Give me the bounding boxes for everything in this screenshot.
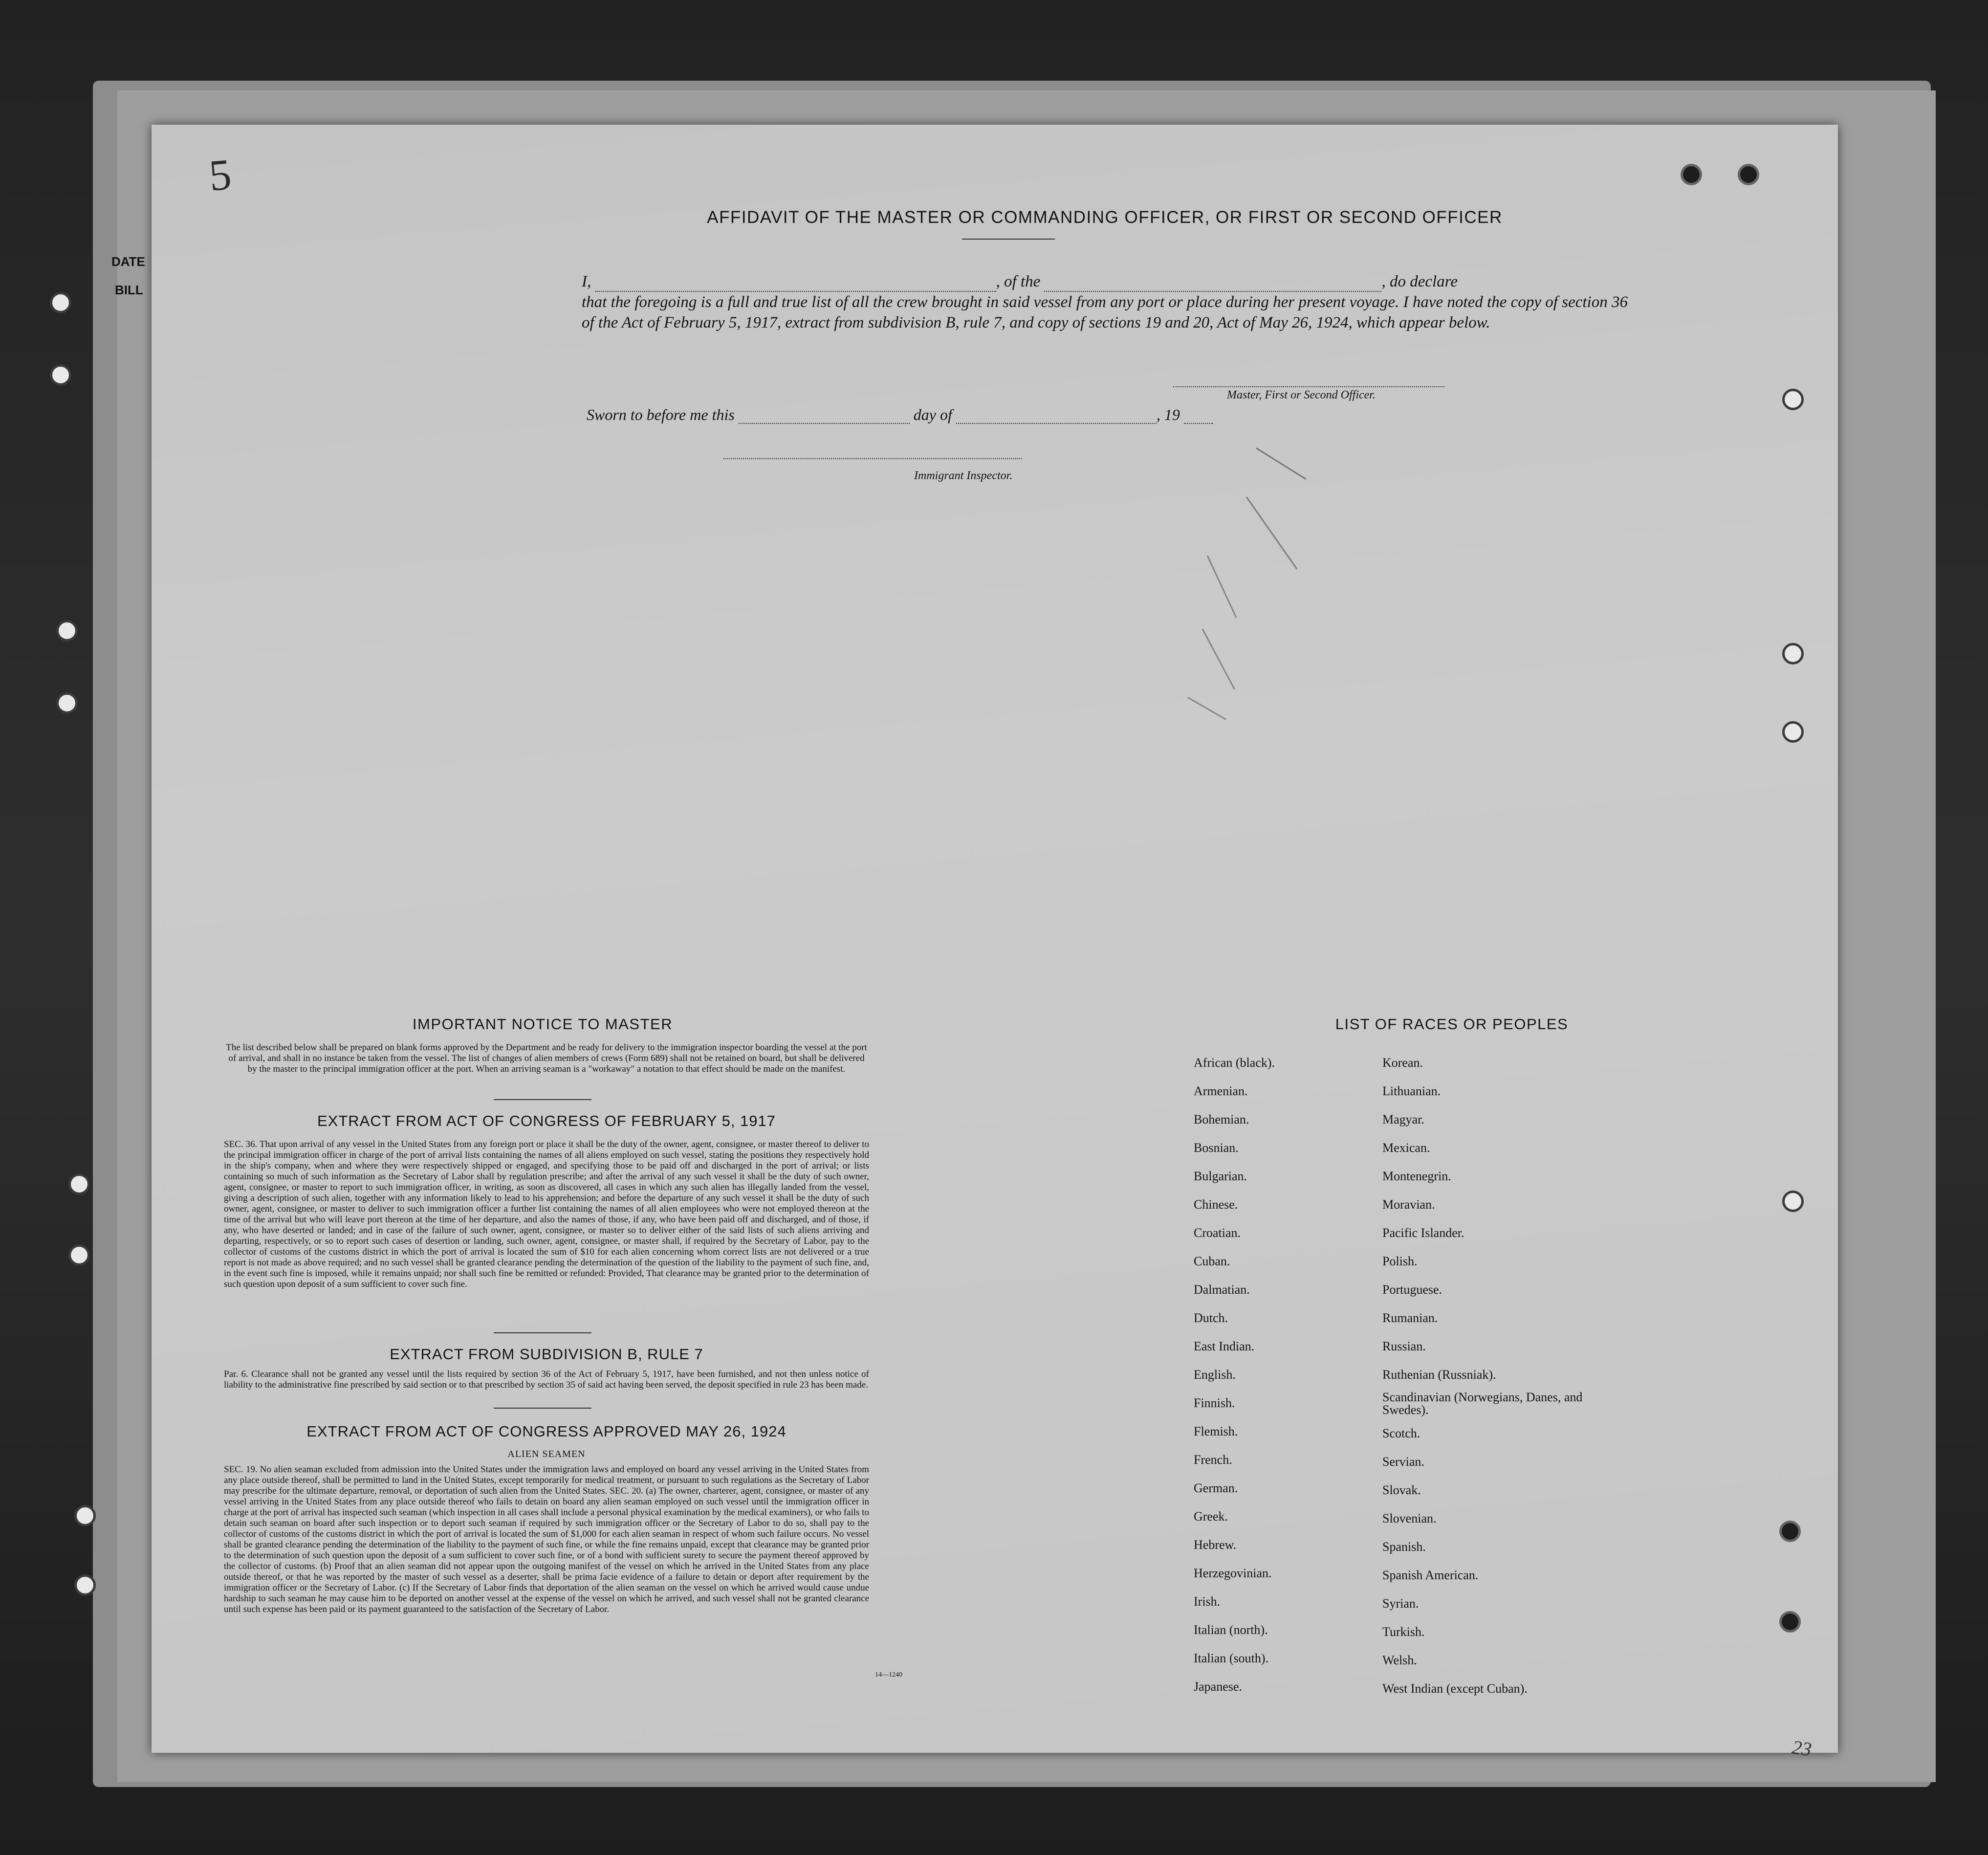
notice-title: IMPORTANT NOTICE TO MASTER: [412, 1016, 673, 1033]
race-item: Italian (north).: [1194, 1623, 1268, 1637]
inspector-label: Immigrant Inspector.: [914, 469, 1013, 482]
race-item: Turkish.: [1382, 1625, 1425, 1639]
binder-hole: [1782, 721, 1804, 743]
do-declare-label: , do declare: [1381, 273, 1458, 290]
extract-rule7-title: EXTRACT FROM SUBDIVISION B, RULE 7: [390, 1346, 703, 1363]
binder-hole: [74, 1574, 96, 1596]
extract-1924-subtitle: ALIEN SEAMEN: [507, 1449, 586, 1459]
extract-1924-title: EXTRACT FROM ACT OF CONGRESS APPROVED MAY 26, 1924: [306, 1423, 786, 1440]
race-item: Croatian.: [1194, 1226, 1241, 1240]
race-item: Korean.: [1382, 1056, 1423, 1070]
pen-stroke: [1207, 555, 1237, 618]
declaration-line: [582, 271, 1628, 292]
name-blank-field[interactable]: [595, 277, 996, 292]
binder-hole: [56, 620, 78, 641]
race-item: Scandinavian (Norwegians, Danes, and Swedes).: [1382, 1390, 1583, 1417]
signature-label: Master, First or Second Officer.: [1227, 389, 1376, 401]
sworn-prefix: Sworn to before me this: [587, 406, 735, 423]
margin-label-date: DATE: [111, 254, 145, 269]
race-item: Spanish.: [1382, 1540, 1426, 1554]
race-item: Irish.: [1194, 1594, 1221, 1609]
races-right-column: [1382, 1049, 1593, 1703]
binder-hole: [1782, 1191, 1804, 1212]
race-item: Bulgarian.: [1194, 1169, 1247, 1183]
race-item: English.: [1194, 1368, 1236, 1382]
race-item: Spanish American.: [1382, 1568, 1479, 1582]
binder-hole: [50, 292, 71, 313]
binder-hole: [1782, 643, 1804, 664]
section-rule: [494, 1099, 591, 1100]
sworn-line: [587, 406, 1213, 424]
of-the-label: , of the: [996, 273, 1041, 290]
race-item: Ruthenian (Russniak).: [1382, 1368, 1496, 1382]
race-item: Slovak.: [1382, 1483, 1421, 1497]
race-item: Armenian.: [1194, 1084, 1248, 1098]
race-item: Syrian.: [1382, 1596, 1419, 1611]
race-item: Portuguese.: [1382, 1282, 1442, 1297]
race-item: Greek.: [1194, 1509, 1228, 1524]
race-item: Welsh.: [1382, 1653, 1417, 1667]
sworn-year-field[interactable]: [1184, 409, 1213, 424]
race-item: Pacific Islander.: [1382, 1226, 1464, 1240]
race-item: Herzegovinian.: [1194, 1566, 1272, 1580]
race-item: Slovenian.: [1382, 1511, 1437, 1525]
section-rule: [494, 1332, 591, 1333]
race-item: Russian.: [1382, 1339, 1426, 1353]
binder-hole: [1782, 389, 1804, 410]
race-item: Flemish.: [1194, 1424, 1238, 1438]
race-item: Japanese.: [1194, 1679, 1242, 1694]
binder-hole: [56, 692, 78, 714]
race-item: Polish.: [1382, 1254, 1418, 1268]
pen-stroke: [1246, 497, 1298, 570]
vessel-blank-field[interactable]: [1044, 277, 1381, 292]
pen-stroke: [1202, 629, 1235, 690]
race-item: West Indian (except Cuban).: [1382, 1681, 1528, 1696]
section-rule: [494, 1408, 591, 1409]
binder-hole: [1779, 1521, 1801, 1542]
sworn-day-label: day of: [913, 406, 952, 423]
races-left-column: [1194, 1049, 1370, 1701]
race-item: Dutch.: [1194, 1311, 1228, 1325]
race-item: German.: [1194, 1481, 1238, 1495]
binder-hole: [68, 1173, 90, 1195]
extract-rule7-text: Par. 6. Clearance shall not be granted any vessel until the lists required by section 36 of the Act of February 5, 1917, have been furnished, and not then unless notice of liability to the administrative fine prescribed by said section or to that prescribed by section 35 of said act having been served, the deposit specified in rule 23 has been made.: [224, 1369, 869, 1390]
race-item: Rumanian.: [1382, 1311, 1438, 1325]
race-item: French.: [1194, 1453, 1232, 1467]
binder-hole: [68, 1244, 90, 1266]
handwritten-page-number: 23: [1791, 1736, 1813, 1761]
signature-line[interactable]: [1173, 386, 1444, 387]
inspector-signature-line[interactable]: [723, 458, 1022, 459]
race-item: Dalmatian.: [1194, 1282, 1250, 1297]
sworn-month-field[interactable]: [956, 409, 1157, 424]
manifest-page: [152, 125, 1838, 1761]
sworn-year-label: , 19: [1156, 406, 1180, 423]
race-item: Bosnian.: [1194, 1141, 1239, 1155]
extract-1924-text: SEC. 19. No alien seaman excluded from admission into the United States under the immigration laws and employed on board any vessel arriving in the United States from any place outside thereof, shall be permitted to land in the United States, except temporarily for medical treatment, or pursuant to such regulations as the Secretary of Labor may prescribe for the ultimate departure, removal, or deportation of such alien from the United States. SEC. 20. (a) The owner, charterer, agent, consignee, or master of any vessel arriving in the United States from any place outside thereof who fails to detain on board any alien seaman employed on such vessel until the immigration officer in charge at the port of arrival has inspected such seaman (which inspection in all cases shall include a personal physical examination by the medical examiners), or who fails to detain such seaman on board after such inspection or to deport such seaman if required by such immigration officer or the Secretary of Labor to do so, shall pay to the collector of customs of the customs district in which the port of arrival is located the sum of $1,000 for each alien seaman in respect of whom such failure occurs. No vessel shall be granted clearance pending the determination of the liability to the payment of such fine, or while the fine remains unpaid, except that clearance may be granted prior to the determination of such question upon the deposit of a sum sufficient to cover such fine, or of a bond with sufficient surety to secure the payment thereof approved by the collector of customs. (b) Proof that an alien seaman did not appear upon the outgoing manifest of the vessel on which he arrived in the United States from any place outside thereof, or that he was reported by the master of such vessel as a deserter, shall be prima facie evidence of a failure to detain or deport after requirement by the immigration officer or the Secretary of Labor. (c) If the Secretary of Labor finds that deportation of the alien seaman on the vessel on which he arrived would cause undue hardship to such seaman he may cause him to be deported on another vessel at the expense of the vessel on which he arrived, and such vessel shall not be granted clearance until such expense has been paid or its payment guaranteed to the satisfaction of the Secretary of Labor.: [224, 1464, 869, 1614]
sworn-day-field[interactable]: [739, 409, 910, 424]
race-item: Mexican.: [1382, 1141, 1430, 1155]
race-item: Hebrew.: [1194, 1538, 1237, 1552]
race-item: Scotch.: [1382, 1426, 1420, 1440]
races-title: LIST OF RACES OR PEOPLES: [1335, 1016, 1569, 1033]
race-item: Cuban.: [1194, 1254, 1230, 1268]
affidavit-title: AFFIDAVIT OF THE MASTER OR COMMANDING OFFICER, OR FIRST OR SECOND OFFICER: [707, 208, 1503, 227]
pen-stroke: [1187, 697, 1226, 720]
race-item: Chinese.: [1194, 1197, 1238, 1212]
pen-stroke: [1256, 447, 1306, 480]
margin-label-bill: BILL: [115, 283, 143, 297]
race-item: Finnish.: [1194, 1396, 1235, 1410]
race-item: Magyar.: [1382, 1112, 1424, 1126]
race-item: African (black).: [1194, 1056, 1275, 1070]
binder-hole: [1738, 164, 1759, 185]
notice-text: The list described below shall be prepared on blank forms approved by the Department and be ready for delivery to the immigration inspector boarding the vessel at the port of arrival, and shall in no instance be taken from the vessel. The list of changes of alien members of crews (Form 689) shall not be retained on board, but shall be delivered by the master to the principal immigration officer at the port. When an arriving seaman is a "workaway" a notation to that effect should be made on the manifest.: [226, 1042, 867, 1074]
race-item: Bohemian.: [1194, 1112, 1249, 1126]
title-rule: [962, 239, 1055, 240]
affidavit-body: [582, 271, 1628, 333]
declaration-i-label: I,: [582, 273, 591, 290]
race-item: Italian (south).: [1194, 1651, 1269, 1665]
race-item: East Indian.: [1194, 1339, 1255, 1353]
binder-hole: [1681, 164, 1702, 185]
binder-hole: [1779, 1611, 1801, 1633]
binder-hole: [50, 364, 71, 386]
race-item: Moravian.: [1382, 1197, 1435, 1212]
affidavit-statement: that the foregoing is a full and true list of all the crew brought in said vessel from any port or place during her present voyage. I have noted the copy of section 36 of the Act of February 5, 1917, extract from subdivision B, rule 7, and copy of sections 19 and 20, Act of May 26, 1924, which appear below.: [582, 293, 1628, 331]
race-item: Lithuanian.: [1382, 1084, 1441, 1098]
race-item: Montenegrin.: [1382, 1169, 1451, 1183]
extract-1917-text: SEC. 36. That upon arrival of any vessel in the United States from any foreign port or place it shall be the duty of the owner, agent, consignee, or master thereof to deliver to the principal immigration officer in charge of the port of arrival lists containing the names of all aliens employed on such vessel, stating the positions they respectively hold in the ship's company, when and where they were respectively shipped or engaged, and specifying those to be paid off and discharged in the port of arrival; or lists containing so much of such information as the Secretary of Labor shall by regulation prescribe; and after the arrival of any such vessel it shall be the duty of such owner, agent, consignee, or master to report to such immigration officer, in writing, as soon as discovered, all cases in which any such alien has illegally landed from the vessel, giving a description of such alien, together with any information likely to lead to his apprehension; and before the departure of any such vessel it shall be the duty of such owner, agent, consignee, or master to deliver to such immigration officer a further list containing the names of all alien employees who were not employed thereon at the time of the arrival but who will leave port thereon at the time of her departure, and also the names of those, if any, who have been paid off and discharged, and of those, if any, who have deserted or landed; and in case of the failure of such owner, agent, consignee, or master so to deliver either of the said lists of such aliens arriving and departing, respectively, or so to report such cases of desertion or landing, such owner, agent, consignee, or master shall, if required by the Secretary of Labor, pay to the collector of customs of the customs district in which the port of arrival is located the sum of $10 for each alien concerning whom correct lists are not delivered or a true report is not made as above required; and no such vessel shall be granted clearance pending the determination of the question of the liability to the payment of such fine, and, in the event such fine is imposed, while it remains unpaid; nor shall such fine be remitted or refunded: Provided, That clearance may be granted prior to the determination of such question upon deposit of a sum sufficient to cover such fine.: [224, 1139, 869, 1289]
extract-1917-title: EXTRACT FROM ACT OF CONGRESS OF FEBRUARY 5, 1917: [317, 1112, 776, 1129]
form-number: 14—1240: [875, 1671, 902, 1678]
race-item: Servian.: [1382, 1455, 1424, 1469]
handwritten-mark: 5: [207, 150, 234, 200]
binder-hole: [74, 1505, 96, 1526]
